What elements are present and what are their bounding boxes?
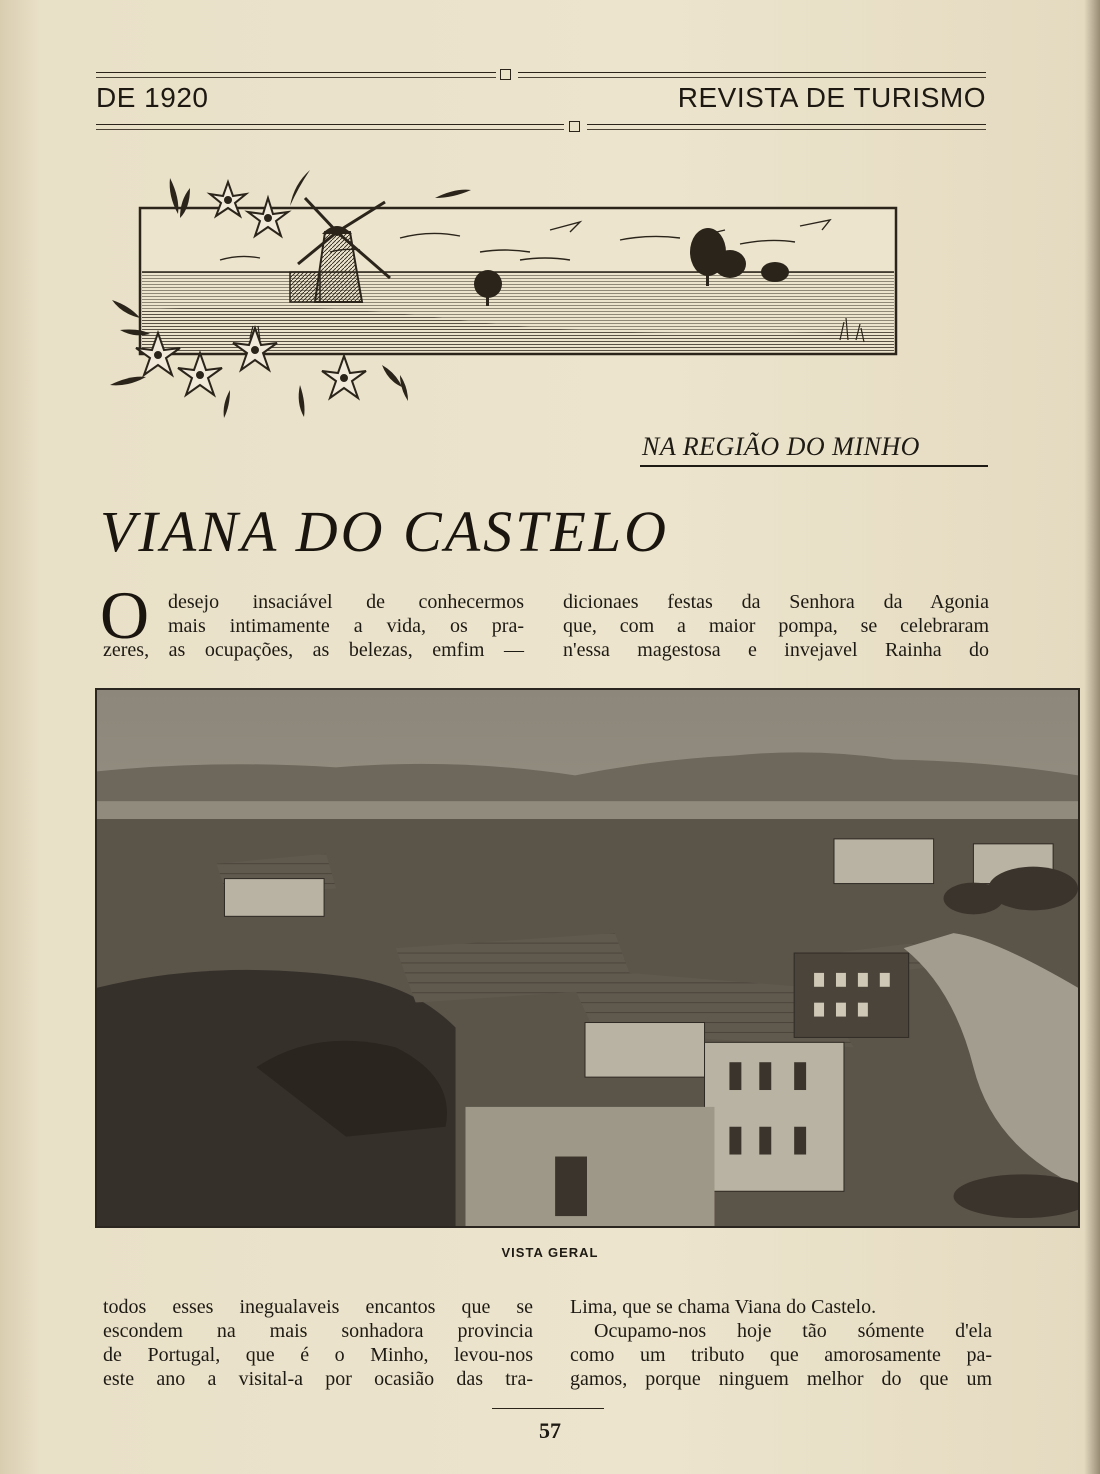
header-date: DE 1920 <box>96 82 209 113</box>
body-bottom-right-line-2: Ocupamo-nos hoje tão sómente d'ela <box>594 1320 992 1342</box>
header-rule-top-right-2 <box>518 77 986 78</box>
header-rule-top-2 <box>96 77 496 78</box>
binding-shadow <box>1084 0 1100 1474</box>
body-top-left-line-1: desejo insaciável de conhecermos <box>168 591 524 613</box>
body-bottom-right-line-1: Lima, que se chama Viana do Castelo. <box>570 1296 877 1318</box>
landscape-engraving-illustration <box>100 160 910 430</box>
body-top-right-line-1: dicionaes festas da Senhora da Agonia <box>563 591 989 613</box>
header-rule-bottom-right-2 <box>587 129 986 130</box>
header-rule-bottom-2 <box>96 129 564 130</box>
header-rule-top-right <box>518 72 986 73</box>
body-bottom-left-line-3: de Portugal, que é o Minho, levou-nos <box>103 1344 533 1366</box>
body-bottom-left-column <box>103 1295 533 1391</box>
body-bottom-right-column <box>570 1295 992 1391</box>
city-panorama-photo <box>95 688 1080 1228</box>
body-bottom-right-line-4: gamos, porque ninguem melhor do que um <box>570 1368 992 1390</box>
header-rule-bottom-right <box>587 124 986 125</box>
article-title: VIANA DO CASTELO <box>100 499 669 564</box>
header-rule-top <box>96 72 496 73</box>
body-top-left-column <box>168 590 524 638</box>
body-top-right-line-2: que, com a maior pompa, se celebraram <box>563 615 989 637</box>
section-kicker: NA REGIÃO DO MINHO <box>642 432 920 461</box>
body-top-right-line-3: n'essa magestosa e invejavel Rainha do <box>563 639 989 661</box>
drop-cap: O <box>100 577 150 653</box>
body-bottom-left-line-1: todos esses inegualaveis encantos que se <box>103 1296 533 1318</box>
header-ornament-top <box>500 69 511 80</box>
body-top-left-column-full <box>103 638 524 662</box>
page-number: 57 <box>539 1418 561 1443</box>
body-bottom-left-line-2: escondem na mais sonhadora provincia <box>103 1320 533 1342</box>
header-magazine-title: REVISTA DE TURISMO <box>677 82 986 113</box>
body-top-right-column <box>563 590 989 662</box>
header-ornament-bottom <box>569 121 580 132</box>
section-kicker-underline <box>640 465 988 467</box>
body-top-left-line-2: mais intimamente a vida, os pra- <box>168 615 524 637</box>
body-top-left-line-3: zeres, as ocupações, as belezas, emfim — <box>103 639 524 661</box>
body-bottom-right-line-3: como um tributo que amorosamente pa- <box>570 1344 992 1366</box>
page-number-rule <box>492 1408 604 1409</box>
header-rule-bottom <box>96 124 564 125</box>
photo-caption: VISTA GERAL <box>501 1245 599 1260</box>
body-bottom-left-line-4: este ano a visital-a por ocasião das tra- <box>103 1368 533 1390</box>
